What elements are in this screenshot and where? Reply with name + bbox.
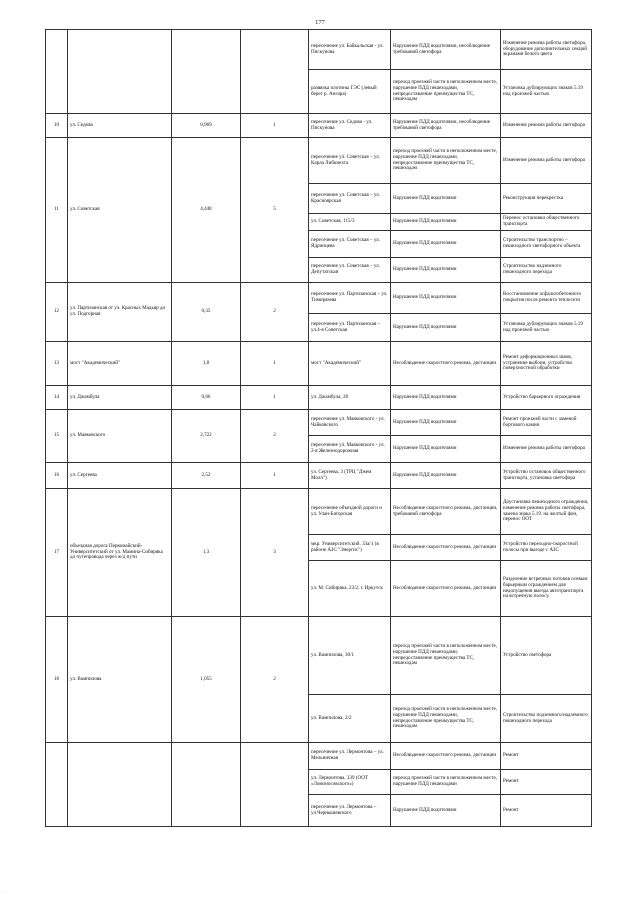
violation-cell: Несоблюдение скоростного режима, дистанции: [391, 561, 501, 617]
street-name: [68, 30, 172, 114]
street-name: ул. Советская: [68, 138, 172, 283]
violation-cell: Нарушение ПДД водителями: [391, 410, 501, 436]
measure-cell: Реконструкция перекрестка: [501, 184, 592, 214]
violation-cell: Несоблюдение скоростного режима, дистанции: [391, 743, 501, 770]
accident-count: 1: [241, 342, 309, 386]
accident-count: 5: [241, 138, 309, 283]
violation-cell: Нарушение ПДД водителями: [391, 386, 501, 410]
row-number: 12: [46, 283, 68, 342]
accident-count: [241, 743, 309, 827]
location-cell: ул. Вампилова, 30/1: [309, 617, 391, 695]
violation-cell: Нарушение ПДД водителями: [391, 314, 501, 342]
measure-cell: Перенос остановки общественного транспорта: [501, 214, 592, 231]
measure-cell: Изменение режима работы светофора: [501, 436, 592, 463]
measure-cell: Установка дублирующих знаков 5.19 над проезжей частью: [501, 314, 592, 342]
location-cell: пересечение ул. Седова - ул. Пискунова: [309, 114, 391, 138]
measure-cell: Строительство транспортно – пешеходного светофорного объекта: [501, 231, 592, 258]
section-length: 4,448: [172, 138, 241, 283]
row-number: 10: [46, 114, 68, 138]
street-name: ул. Партизанская от ул. Красных Мадьяр до ул. Подгорная: [68, 283, 172, 342]
location-cell: пересечение ул. Маяковского - ул. 2-я Железнодорожная: [309, 436, 391, 463]
section-length: 1,055: [172, 617, 241, 743]
row-number: 13: [46, 342, 68, 386]
accident-count: 1: [241, 386, 309, 410]
violation-cell: Нарушение ПДД водителями: [391, 795, 501, 827]
location-cell: ул. Лермонтова, 339 (ООТ «Ломоносовского»): [309, 770, 391, 795]
violation-cell: Нарушение ПДД водителями: [391, 463, 501, 489]
accident-count: 2: [241, 617, 309, 743]
section-length: 0,35: [172, 283, 241, 342]
measure-cell: Ремонт: [501, 743, 592, 770]
measure-cell: Строительство подземного/надземного пешеходного перехода: [501, 695, 592, 743]
violation-cell: Несоблюдение скоростного режима, дистанции, требований светофора: [391, 489, 501, 535]
location-cell: ул. Сергеева, 3 (ТРЦ "Джем Молл"): [309, 463, 391, 489]
table-row: [46, 386, 592, 410]
location-cell: пересечение объездной дороги и ул. Улан-Баторская: [309, 489, 391, 535]
measure-cell: Восстановление асфальтобетонного покрытия после ремонта теплосети: [501, 283, 592, 314]
accident-count: 2: [241, 283, 309, 342]
row-number: 14: [46, 386, 68, 410]
measure-cell: Изменение режима работы светофора: [501, 138, 592, 184]
measure-cell: Устройство барьерного ограждения: [501, 386, 592, 410]
row-number: [46, 743, 68, 827]
location-cell: пересечение ул. Байкальская - ул. Пискунова: [309, 30, 391, 70]
section-length: [172, 743, 241, 827]
measure-cell: Изменение режима работы светофора: [501, 114, 592, 138]
accident-count: 3: [241, 489, 309, 617]
violation-cell: Нарушение ПДД водителями: [391, 283, 501, 314]
section-length: 1,3: [172, 489, 241, 617]
location-cell: ул. Советская, 115/3: [309, 214, 391, 231]
location-cell: ул. Джамбула, 28: [309, 386, 391, 410]
street-name: [68, 743, 172, 827]
row-number: 17: [46, 489, 68, 617]
location-cell: пересечение ул. Лермонтова – ул.Чернышевского: [309, 795, 391, 827]
road-safety-table: [45, 29, 592, 827]
row-number: [46, 30, 68, 114]
violation-cell: Нарушение ПДД водителями: [391, 436, 501, 463]
section-length: 2,722: [172, 410, 241, 463]
table-row: [46, 283, 592, 314]
accident-count: 1: [241, 463, 309, 489]
table-row: [46, 138, 592, 184]
section-length: [172, 30, 241, 114]
accident-count: [241, 30, 309, 114]
table-row: [46, 617, 592, 695]
measure-cell: Установка дублирующих знаков 5.19 над проезжей частью: [501, 70, 592, 114]
location-cell: пересечение ул. Советская – ул. Депутатская: [309, 258, 391, 283]
location-cell: пересечение ул. Маяковского - ул. Чайковского: [309, 410, 391, 436]
violation-cell: переход проезжей части в неположенном месте, нарушение ПДД пешеходами, непредоставление преимущества ТС, пешеходам: [391, 138, 501, 184]
street-name: ул. Маяковского: [68, 410, 172, 463]
location-cell: пересечение ул. Лермонтова – ул. Мельничная: [309, 743, 391, 770]
row-number: 16: [46, 463, 68, 489]
violation-cell: Несоблюдение скоростного режима, дистанции: [391, 342, 501, 386]
location-cell: пересечение ул. Советская – ул. Ядринцева: [309, 231, 391, 258]
location-cell: мкр. Университетский, 33а/1 (в районе АЗС "Энергис"): [309, 535, 391, 561]
measure-cell: Строительство надземного пешеходного перехода: [501, 258, 592, 283]
location-cell: пересечение ул. Партизанская – ул. Тимирязева: [309, 283, 391, 314]
section-length: 0,969: [172, 114, 241, 138]
measure-cell: Ремонт: [501, 770, 592, 795]
location-cell: ул. Вампилова, 2/2: [309, 695, 391, 743]
violation-cell: Нарушение ПДД водителями, несоблюдение требований светофора: [391, 30, 501, 70]
street-name: ул. Седова: [68, 114, 172, 138]
violation-cell: переход проезжей части в неположенном месте, нарушение ПДД пешеходами: [391, 770, 501, 795]
violation-cell: Нарушение ПДД водителями: [391, 184, 501, 214]
violation-cell: переход проезжей части в неположенном месте, нарушение ПДД пешеходами, непредоставление преимущества ТС, пешеходам: [391, 617, 501, 695]
location-cell: пересечение ул. Партизанская – ул.4-я Советская: [309, 314, 391, 342]
measure-cell: Разделение встречных потоков осевым барьерным ограждением для недопущения выезда автотранспорта на встречную полосу.: [501, 561, 592, 617]
row-number: 15: [46, 410, 68, 463]
table-row: [46, 342, 592, 386]
row-number: 18: [46, 617, 68, 743]
table-row: [46, 743, 592, 770]
violation-cell: Несоблюдение скоростного режима, дистанции: [391, 535, 501, 561]
measure-cell: Устройство переходно-скоростной полосы при выезде с АЗС: [501, 535, 592, 561]
street-name: мост "Академический": [68, 342, 172, 386]
location-cell: пересечение ул. Советская – ул. Красноярская: [309, 184, 391, 214]
accident-count: 1: [241, 114, 309, 138]
violation-cell: Нарушение ПДД водителями: [391, 258, 501, 283]
page-number: 177: [315, 19, 325, 26]
measure-cell: Устройство светофора: [501, 617, 592, 695]
table-row: [46, 30, 592, 70]
section-length: 2,52: [172, 463, 241, 489]
street-name: ул. Сергеева: [68, 463, 172, 489]
location-cell: ул. М. Сибиряка, 23/2, г. Иркутск: [309, 561, 391, 617]
section-length: 1,8: [172, 342, 241, 386]
measure-cell: Ремонт проезжей части с заменой бортового камня: [501, 410, 592, 436]
measure-cell: Доустановка пешеходного ограждения, изменение режима работы светофора, замена знака 5.19. на желтый фон, перенос ООТ: [501, 489, 592, 535]
margin-mark: ·: [2, 890, 4, 895]
table-row: [46, 410, 592, 436]
measure-cell: Устройство остановок общественного транспорта, установка светофора: [501, 463, 592, 489]
street-name: ул. Вампилова: [68, 617, 172, 743]
violation-cell: переход проезжей части в неположенном месте, нарушение ПДД пешеходами, непредоставление преимущества ТС, пешеходам: [391, 695, 501, 743]
measure-cell: Ремонт деформационных швов, устранение выбоин, устройство поверхностной обработки: [501, 342, 592, 386]
violation-cell: Нарушение ПДД водителями: [391, 231, 501, 258]
section-length: 0,66: [172, 386, 241, 410]
violation-cell: Нарушение ПДД водителями: [391, 214, 501, 231]
measure-cell: Ремонт: [501, 795, 592, 827]
row-number: 11: [46, 138, 68, 283]
table-row: [46, 463, 592, 489]
street-name: объездная дорога Первомайский-Университетский от ул. Мамина-Сибиряка до путепровода через ж/д пути: [68, 489, 172, 617]
location-cell: пересечение ул. Советская – ул. Карла Либкнехта: [309, 138, 391, 184]
accident-count: 2: [241, 410, 309, 463]
violation-cell: Нарушение ПДД водителями, несоблюдение требований светофора: [391, 114, 501, 138]
table-row: [46, 114, 592, 138]
street-name: ул. Джамбула: [68, 386, 172, 410]
location-cell: мост "Академический": [309, 342, 391, 386]
violation-cell: переход проезжей части в неположенном месте, нарушение ПДД пешеходами, непредоставление преимущества ТС, пешеходам: [391, 70, 501, 114]
table-row: [46, 489, 592, 535]
location-cell: развязка плотины ГЭС (левый берег р. Ангара): [309, 70, 391, 114]
measure-cell: Изменение режима работы светофора, оборудование дополнительных секций экранами белого цвета: [501, 30, 592, 70]
